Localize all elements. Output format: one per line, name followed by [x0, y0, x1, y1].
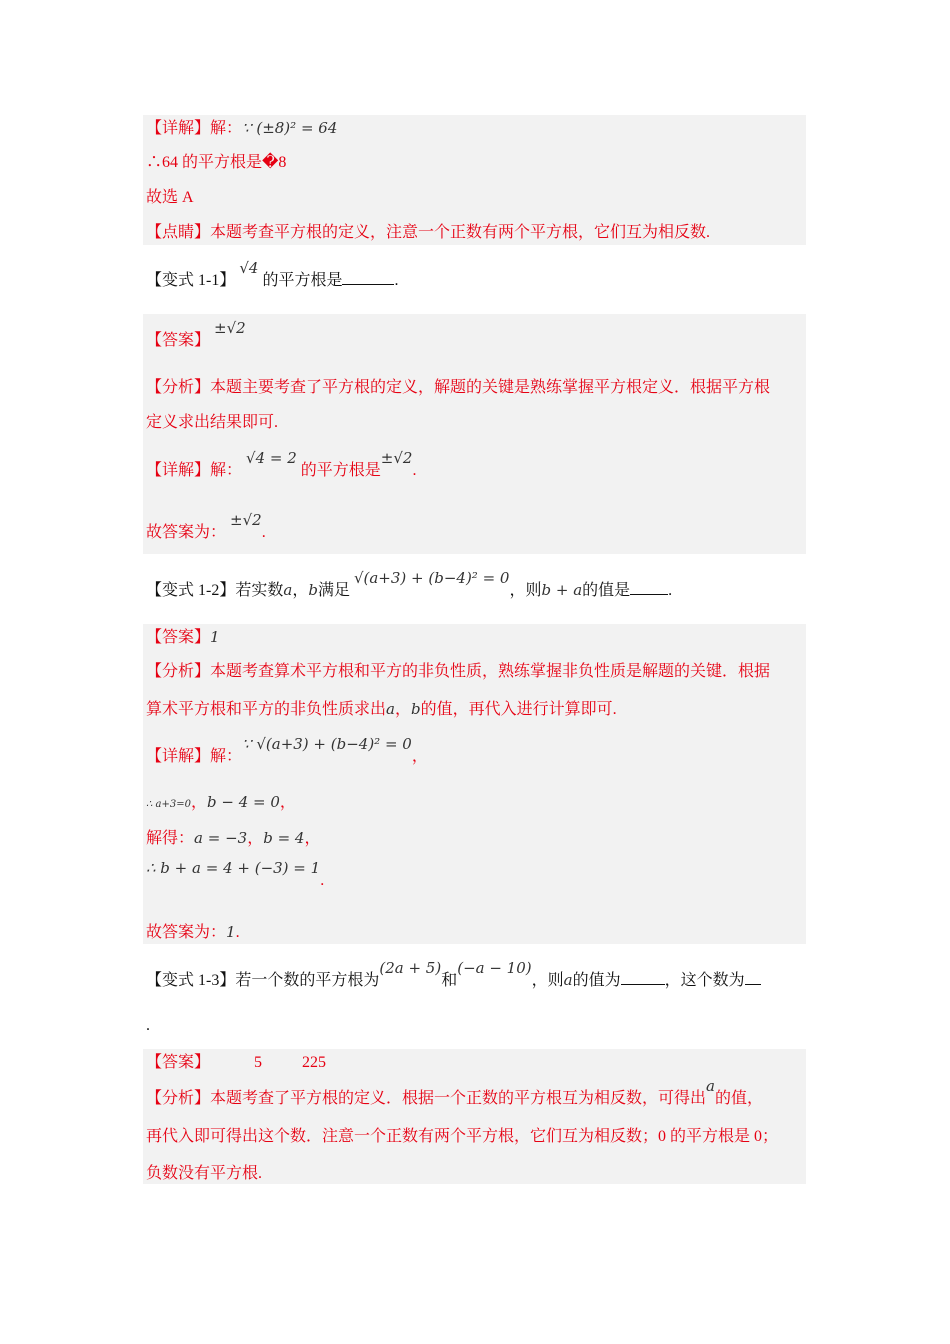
detail-ans: ±√2 [380, 449, 413, 467]
question-text: 满足 [317, 582, 350, 599]
step-math: ∴ a+3=0 [146, 799, 191, 810]
analysis-line-2: 再代入即可得出这个数．注意一个正数有两个平方根，它们互为相反数；0 的平方根是 0； [146, 1128, 779, 1145]
analysis-line-1 [146, 662, 770, 682]
answer-tag: 【答案】 [146, 629, 211, 646]
step-end: . [320, 872, 325, 889]
analysis-text: 算术平方根和平方的非负性质求出 [146, 701, 387, 718]
var-a: a [386, 700, 395, 718]
question-1-1 [146, 259, 399, 291]
detail-math: ∵ √(a+3) + (b−4)² = 0 [242, 735, 412, 753]
question-text: ，这个数为 [664, 972, 745, 989]
question-tag: 【变式 1-1】 [146, 272, 236, 289]
comma: ， [394, 701, 411, 718]
conclusion-line: ∴64 的平方根是�8 [146, 154, 287, 171]
analysis-line-3: 负数没有平方根. [146, 1165, 263, 1182]
detail-tag: 【详解】 [146, 462, 211, 479]
question-end: . [668, 582, 673, 599]
question-text: 若实数 [235, 582, 284, 599]
analysis-text: 的值，再代入进行计算即可. [420, 701, 617, 718]
comma: ， [247, 830, 264, 847]
detail-tag: 【详解】 [146, 120, 211, 137]
comment-line [146, 223, 710, 243]
comment-text: 本题考查平方根的定义，注意一个正数有两个平方根，它们互为相反数. [210, 224, 711, 241]
question-1-2 [146, 569, 673, 601]
var-b: b [410, 700, 421, 718]
final-end: . [235, 924, 240, 941]
question-text: 的平方根是 [262, 272, 343, 289]
detail-math: ∵ (±8)² = 64 [242, 119, 338, 137]
analysis-text: 本题考查了平方根的定义．根据一个正数的平方根互为相反数，可得出 [210, 1090, 707, 1107]
comma: ， [292, 582, 309, 599]
answer-blank [630, 580, 668, 595]
answer-blank-1 [621, 970, 665, 985]
analysis-text: 的值， [714, 1090, 763, 1107]
final-math: ±√2 [230, 511, 262, 529]
condition-math: √(a+3) + (b−4)² = 0 [353, 569, 510, 587]
analysis-line-2 [146, 699, 617, 720]
final-line [146, 922, 240, 943]
final-text: 故答案为： [146, 924, 227, 941]
step-math: a = −3 [194, 829, 248, 847]
question-text: ，则 [531, 972, 564, 989]
analysis-tag: 【分析】 [146, 663, 211, 680]
detail-text: 解： [210, 120, 243, 137]
analysis-tag: 【分析】 [146, 379, 211, 396]
answer-tag: 【答案】 [146, 332, 211, 349]
question-tag: 【变式 1-3】 [146, 972, 236, 989]
var-a: a [283, 581, 293, 599]
analysis-line-2: 定义求出结果即可. [146, 414, 279, 431]
question-end: . [394, 272, 399, 289]
detail-mid: 的平方根是 [300, 462, 381, 479]
final-line [146, 511, 266, 543]
answer-2: 225 [302, 1054, 327, 1071]
analysis-line-1 [146, 1077, 763, 1109]
question-tag: 【变式 1-2】 [146, 582, 236, 599]
step-line-2 [146, 828, 320, 849]
analysis-line-1 [146, 378, 770, 398]
step-line-1 [146, 792, 296, 815]
comma: ， [304, 830, 321, 847]
question-text: 和 [441, 972, 458, 989]
answer-value: 1 [210, 628, 220, 646]
question-text: 的值是 [582, 582, 631, 599]
step-math: b = 4 [263, 829, 305, 847]
question-expr: √4 [239, 259, 259, 277]
comment-tag: 【点睛】 [146, 224, 211, 241]
final-text: 故答案为： [146, 524, 227, 541]
question-1-3 [146, 959, 761, 991]
analysis-tag: 【分析】 [146, 1090, 211, 1107]
choice-line: 故选 A [146, 189, 194, 206]
question-text: 的值为 [572, 972, 621, 989]
detail-line [146, 118, 337, 139]
final-end: . [261, 524, 266, 541]
final-value: 1 [226, 923, 236, 941]
root-expr-2: (−a − 10) [457, 959, 532, 977]
answer-blank [342, 270, 394, 285]
detail-line [146, 735, 428, 767]
analysis-text: 本题考查算术平方根和平方的非负性质，熟练掌握非负性质是解题的关键．根据 [210, 663, 771, 680]
question-text: 若一个数的平方根为 [235, 972, 380, 989]
answer-math: ±√2 [214, 319, 246, 337]
var-a: a [706, 1077, 715, 1095]
detail-end: . [412, 462, 417, 479]
step-math: ∴ b + a = 4 + (−3) = 1 [146, 859, 321, 877]
step-math: b − 4 = 0 [207, 793, 280, 811]
detail-tag: 【详解】 [146, 748, 211, 765]
question-text: ，则 [509, 582, 542, 599]
detail-text: 解： [210, 462, 243, 479]
answer-blank-2 [745, 970, 761, 985]
detail-comma: ， [411, 748, 428, 765]
analysis-text: 本题主要考查了平方根的定义，解题的关键是熟练掌握平方根定义．根据平方根 [210, 379, 771, 396]
comma: ， [191, 794, 208, 811]
answer-line [146, 319, 246, 351]
detail-text: 解： [210, 748, 243, 765]
detail-math: √4 = 2 [246, 449, 297, 467]
answer-line [146, 627, 220, 648]
step-line-3 [146, 859, 325, 891]
var-b: b [308, 581, 318, 599]
var-a: a [563, 971, 573, 989]
root-expr-1: (2a + 5) [379, 959, 442, 977]
answer-1: 5 [254, 1054, 263, 1071]
step-text: 解得： [146, 830, 195, 847]
expr-math: b + a [541, 581, 583, 599]
question-period: . [146, 1017, 150, 1034]
answer-line [146, 1053, 326, 1073]
detail-line [146, 449, 417, 481]
answer-tag: 【答案】 [146, 1054, 211, 1071]
comma: ， [279, 794, 296, 811]
